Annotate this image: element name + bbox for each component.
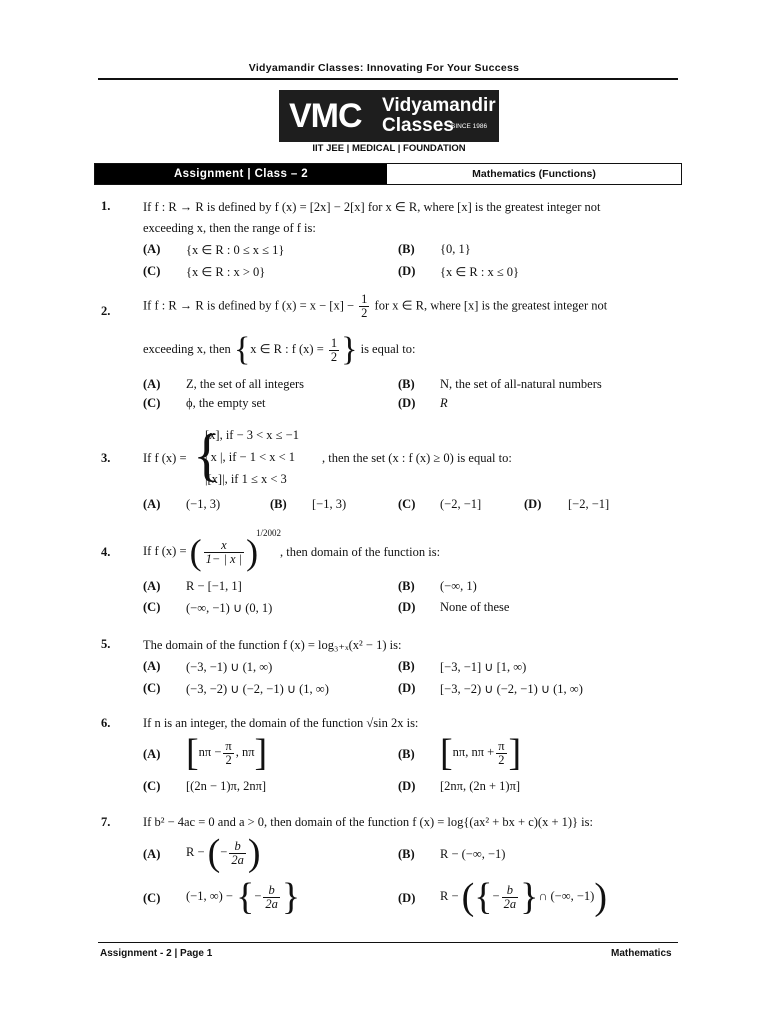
question-number: 4. (101, 545, 111, 559)
option-label: (C) (143, 779, 161, 793)
question-text: The domain of the function f (x) = log₃₊ₓ(x² − 1) is: (143, 638, 402, 652)
option-label: (D) (398, 600, 416, 614)
question-text-part: is equal to: (360, 341, 416, 356)
question-number: 5. (101, 637, 111, 651)
option-text: {0, 1} (440, 242, 471, 256)
option-text-part: nπ − (198, 744, 222, 759)
option-text: {x ∈ R : 0 ≤ x ≤ 1} (186, 243, 285, 257)
fraction-denominator: 2 (330, 349, 338, 364)
option-text: [−3, −1] ∪ [1, ∞) (440, 660, 527, 674)
question-text: If f : R → R is defined by f (x) = [2x] − 2[x] for x ∈ R, where [x] is the greatest integer not (143, 200, 601, 214)
page-tagline: Vidyamandir Classes: Innovating For Your Success (248, 62, 520, 74)
option-label: (C) (143, 264, 161, 278)
set-expression: x ∈ R : f (x) = (250, 341, 324, 356)
piecewise-case: |[x]|, if 1 ≤ x < 3 (205, 472, 287, 486)
option-label: (B) (270, 497, 287, 511)
option-label: (C) (398, 497, 416, 511)
option-text: None of these (440, 600, 510, 614)
assignment-title: Assignment | Class – 2 (95, 164, 387, 184)
option-text: (−2, −1] (440, 497, 482, 511)
option-text-part: ∩ (−∞, −1) (538, 888, 595, 903)
fraction-numerator: b (263, 884, 280, 898)
fraction (229, 840, 246, 867)
option-text-part: R − (440, 888, 459, 903)
question-text (143, 293, 607, 320)
question-text: , then domain of the function is: (280, 545, 441, 559)
fraction-numerator: π (498, 738, 505, 753)
question-text-part: If f : R → R is defined by f (x) = x − [x] − (143, 298, 355, 313)
option-text: [nπ, nπ + $\frac{\pi}{2}$ ] (440, 732, 522, 774)
option-text: [nπ − $\frac{\pi}{2}$ , nπ] (186, 732, 268, 774)
question-text-part: exceeding x, then (143, 341, 231, 356)
option-label: (C) (143, 600, 161, 614)
logo-name-line1: Vidyamandir (382, 95, 496, 116)
option-label: (D) (398, 891, 416, 905)
question-number: 2. (101, 304, 111, 318)
fraction (329, 337, 339, 364)
option-text: (−1, ∞) − {− $\frac{b}{2a}$ } (186, 876, 301, 918)
option-text: (−∞, 1) (440, 579, 477, 593)
piecewise-brace: { (193, 422, 221, 487)
question-text: If f (x) = (143, 451, 187, 465)
subject-title: Mathematics (Functions) (472, 168, 596, 180)
fraction-denominator: 2a (503, 896, 517, 911)
option-text: (−1, 3) (186, 497, 221, 511)
fraction (359, 293, 369, 320)
option-text: [(2n − 1)π, 2nπ] (186, 779, 267, 793)
option-text: Z, the set of all integers (186, 377, 305, 391)
footer-rule (98, 942, 678, 943)
fraction-denominator: 2 (498, 752, 505, 767)
fraction-denominator: 1− | x | (205, 551, 243, 566)
footer-subject: Mathematics (611, 948, 672, 959)
question-text-part: If f (x) = (143, 543, 187, 558)
option-text: [−2, −1] (568, 497, 610, 511)
option-label: (B) (398, 747, 415, 761)
option-text: R (440, 396, 448, 410)
option-label: (B) (398, 242, 415, 256)
question-number: 3. (101, 451, 111, 465)
logo-name-line2: Classes (382, 115, 454, 136)
fraction-denominator: 2a (265, 896, 278, 911)
fraction (223, 740, 233, 767)
option-label: (A) (143, 377, 161, 391)
option-text: {x ∈ R : x ≤ 0} (440, 265, 520, 279)
fraction (502, 884, 519, 911)
question-text: exceeding x, then {x ∈ R : f (x) = $\frac{1}{2}$ } is equal to: (143, 331, 416, 368)
assignment-bar (94, 163, 682, 185)
option-label: (A) (143, 847, 161, 861)
logo-since: SINCE 1986 (451, 123, 488, 130)
option-text-part: (−1, ∞) − (186, 888, 233, 903)
fraction (496, 740, 506, 767)
option-text: R − (− $\frac{b}{2a}$ ) (186, 832, 261, 874)
option-text: R − ({− $\frac{b}{2a}$ }∩ (−∞, −1)) (440, 876, 608, 918)
option-label: (A) (143, 497, 161, 511)
question-number: 7. (101, 815, 111, 829)
fraction (263, 884, 280, 911)
option-label: (C) (143, 396, 161, 410)
question-number: 6. (101, 716, 111, 730)
question-text: If n is an integer, the domain of the function √sin 2x is: (143, 716, 419, 730)
option-text: {x ∈ R : x > 0} (186, 265, 266, 279)
option-label: (D) (398, 396, 416, 410)
option-text: [−1, 3) (312, 497, 347, 511)
option-label: (A) (143, 579, 161, 593)
option-text-part: nπ, nπ + (452, 744, 495, 759)
option-label: (B) (398, 377, 415, 391)
option-label: (D) (398, 264, 416, 278)
question-text: If f (x) = ( $\frac{x}{1- | x |}$ ) (143, 532, 259, 572)
question-text-part: for x ∈ R, where [x] is the greatest integer not (374, 298, 608, 313)
logo-mark: VMC (289, 97, 362, 135)
fraction-denominator: 2 (225, 752, 232, 767)
option-label: (B) (398, 659, 415, 673)
option-text: [−3, −2) ∪ (−2, −1) ∪ (1, ∞) (440, 682, 583, 696)
option-label: (C) (143, 681, 161, 695)
logo-subtitle: IIT JEE | MEDICAL | FOUNDATION (312, 143, 466, 154)
piecewise-case: | x |, if − 1 < x < 1 (205, 450, 296, 464)
fraction-denominator: 2 (361, 306, 368, 320)
option-text: ϕ, the empty set (186, 396, 266, 410)
option-text: (−∞, −1) ∪ (0, 1) (186, 601, 273, 615)
fraction-numerator: x (204, 539, 244, 553)
fraction-numerator: 1 (361, 292, 368, 306)
option-label: (A) (143, 659, 161, 673)
fraction-numerator: b (502, 884, 519, 898)
header-rule (98, 78, 678, 80)
option-label: (A) (143, 242, 161, 256)
option-label: (A) (143, 747, 161, 761)
option-text-part: , nπ (235, 744, 255, 759)
option-text: (−3, −2) ∪ (−2, −1) ∪ (1, ∞) (186, 682, 329, 696)
fraction-numerator: π (225, 738, 232, 753)
fraction-denominator: 2a (231, 852, 244, 867)
question-text: , then the set (x : f (x) ≥ 0) is equal to: (322, 451, 512, 465)
question-text: exceeding x, then the range of f is: (143, 221, 316, 235)
fraction-numerator: 1 (330, 335, 338, 350)
option-text: N, the set of all-natural numbers (440, 377, 602, 391)
option-text: R − [−1, 1] (186, 579, 242, 593)
footer-page-info: Assignment - 2 | Page 1 (100, 948, 213, 959)
exponent: 1/2002 (256, 528, 282, 538)
option-text: (−3, −1) ∪ (1, ∞) (186, 660, 273, 674)
vmc-logo (279, 90, 499, 142)
fraction (204, 539, 244, 566)
option-label: (B) (398, 847, 415, 861)
piecewise-case: [x], if − 3 < x ≤ −1 (205, 428, 299, 442)
option-label: (D) (398, 681, 416, 695)
option-text-part: R − (186, 844, 205, 859)
option-label: (C) (143, 891, 161, 905)
option-text: [2nπ, (2n + 1)π] (440, 779, 521, 793)
option-label: (D) (524, 497, 542, 511)
option-text: R − (−∞, −1) (440, 847, 506, 861)
option-label: (D) (398, 779, 416, 793)
question-number: 1. (101, 199, 111, 213)
question-text: If b² − 4ac = 0 and a > 0, then domain of the function f (x) = log{(ax² + bx + c)(x + 1)} is: (143, 815, 593, 829)
option-label: (B) (398, 579, 415, 593)
fraction-numerator: b (229, 840, 246, 854)
